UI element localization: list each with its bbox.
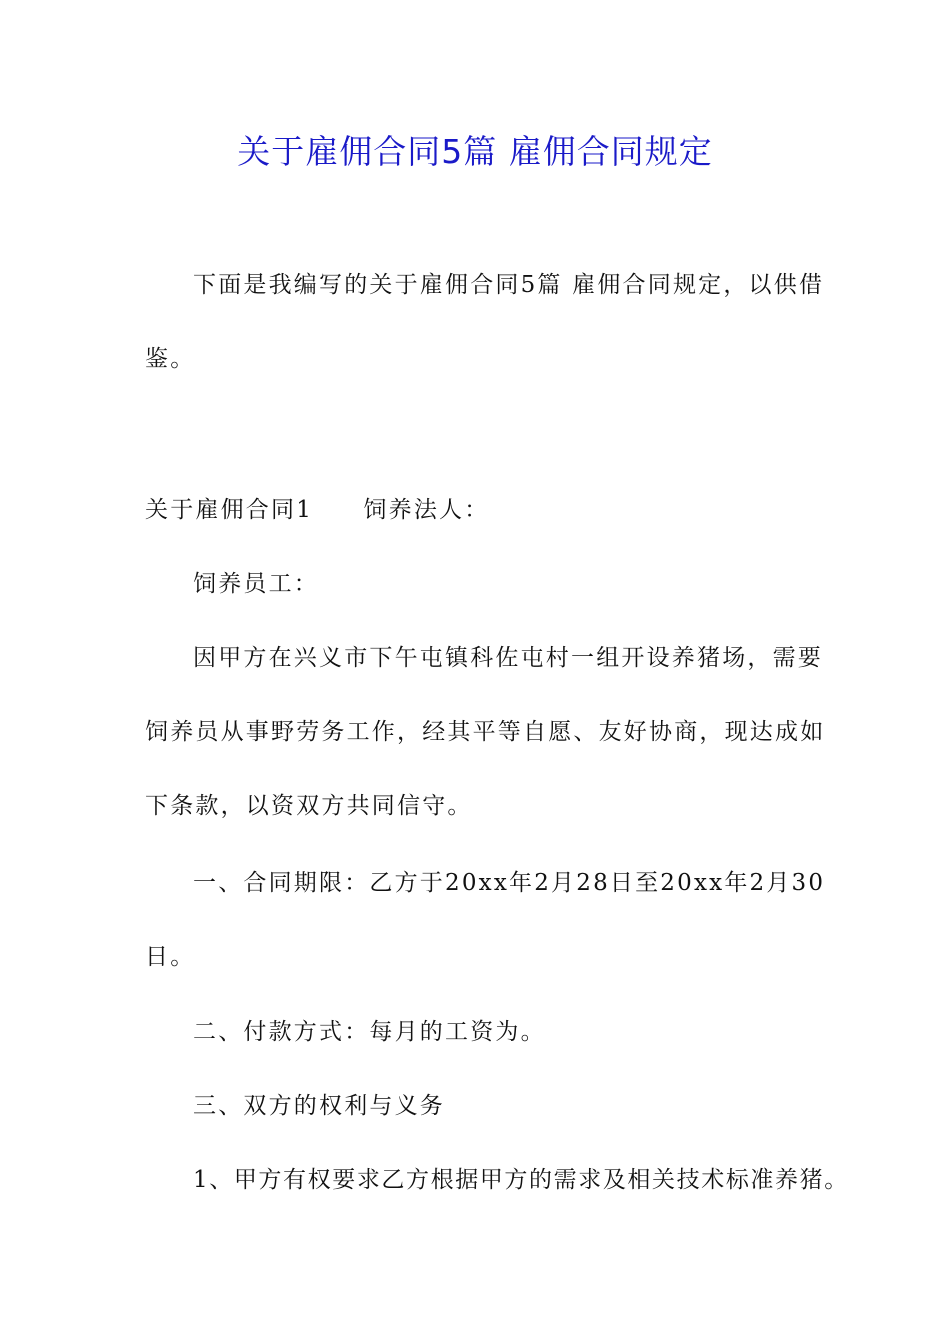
section-heading [145,473,810,547]
clause-1-paragraph [145,846,826,994]
clause-2-text: 二、付款方式：每月的工资为。 [193,1019,546,1045]
preamble-paragraph [145,621,826,843]
intro-line-1: 下面是我编写的关于雇佣合同5篇 雇佣合同规定，以供借 [193,272,825,298]
intro-paragraph [145,248,825,396]
clause-3-paragraph [145,1069,810,1143]
employee-label: 饲养员工： [193,571,319,597]
clause-3-item-1-paragraph [145,1143,849,1217]
preamble-line-1: 因甲方在兴义市下午屯镇科佐屯村一组开设养猪场，需要 [193,645,823,671]
employee-paragraph [145,547,810,621]
clause-3-item-1-text: 1、甲方有权要求乙方根据甲方的需求及相关技术标准养猪。 [193,1167,849,1193]
clause-3-heading: 三、双方的权利与义务 [193,1093,445,1119]
clause-1-line-2: 日。 [145,944,196,970]
intro-line-2: 鉴。 [145,346,196,372]
preamble-line-2: 饲养员从事野劳务工作，经其平等自愿、友好协商，现达成如 [145,719,826,745]
document-title: 关于雇佣合同5篇 雇佣合同规定 [237,132,713,171]
section1-heading: 关于雇佣合同1 饲养法人： [145,497,490,523]
clause-1-line-1: 一、合同期限：乙方于20xx年2月28日至20xx年2月30 [193,870,826,896]
clause-2-paragraph [145,995,810,1069]
preamble-line-3: 下条款，以资双方共同信守。 [145,793,473,819]
